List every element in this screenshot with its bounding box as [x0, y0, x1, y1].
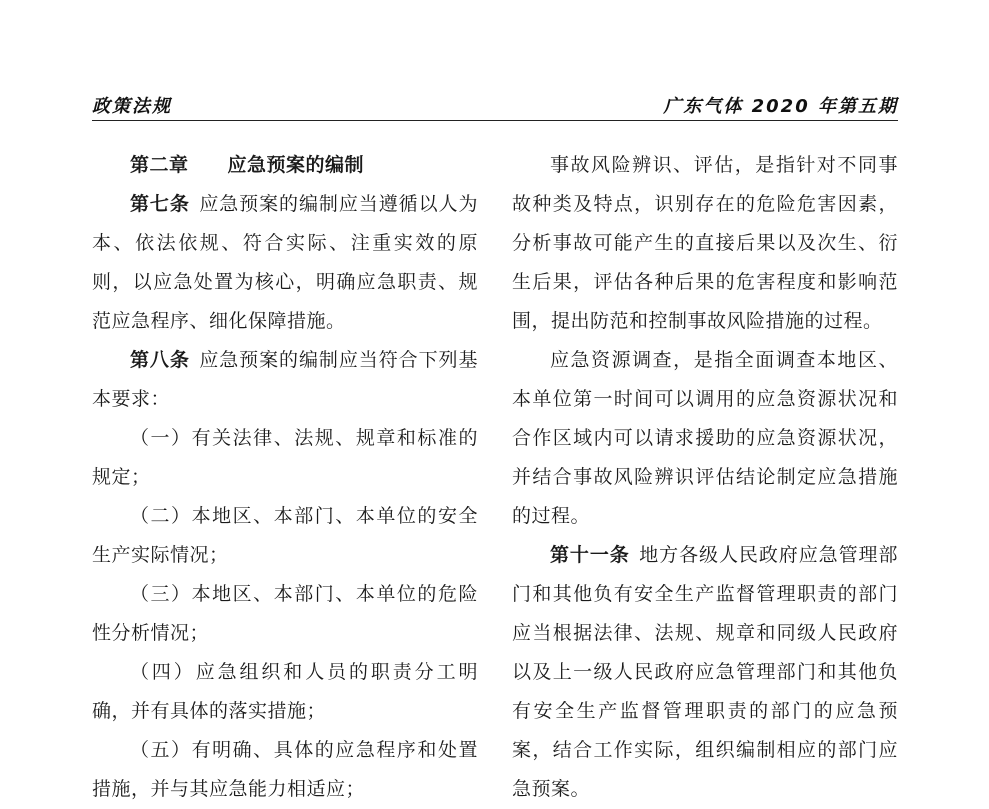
- list-item-paragraph: [92, 731, 478, 809]
- paragraph-text: （一）有关法律、法规、规章和标准的规定；: [92, 427, 478, 488]
- paragraph-text: （四）应急组织和人员的职责分工明确，并有具体的落实措施；: [92, 661, 478, 722]
- list-item-paragraph: [92, 653, 478, 731]
- chapter-heading: 第二章 应急预案的编制: [130, 154, 365, 176]
- article-label: 第七条: [130, 193, 190, 215]
- paragraph-text: 事故风险辨识、评估，是指针对不同事故种类及特点，识别存在的危险危害因素，分析事故可能产生的直接后果以及次生、衍生后果，评估各种后果的危害程度和影响范围，提出防范和控制事故风险措施的过程。: [512, 154, 898, 332]
- paragraph-text: 应急资源调查，是指全面调查本地区、本单位第一时间可以调用的应急资源状况和合作区域内可以请求援助的应急资源状况，并结合事故风险辨识评估结论制定应急措施的过程。: [512, 349, 898, 527]
- article-label: 第八条: [130, 349, 190, 371]
- article-paragraph: [92, 185, 478, 341]
- list-item-paragraph: [92, 575, 478, 653]
- running-header: [92, 90, 898, 121]
- paragraph-text: （五）有明确、具体的应急程序和处置措施，并与其应急能力相适应；: [92, 739, 478, 800]
- left-column: [92, 146, 478, 809]
- body-paragraph: [512, 146, 898, 341]
- paragraph-text: （二）本地区、本部门、本单位的安全生产实际情况；: [92, 505, 478, 566]
- right-column: [512, 146, 898, 809]
- article-paragraph: [92, 341, 478, 419]
- article-paragraph: [512, 536, 898, 809]
- article-label: 第十一条: [550, 544, 630, 566]
- section-name: 政策法规: [92, 96, 172, 117]
- list-item-paragraph: [92, 419, 478, 497]
- body-paragraph: [512, 341, 898, 536]
- journal-issue: 广东气体 2020 年第五期: [663, 96, 898, 117]
- paragraph-text: 地方各级人民政府应急管理部门和其他负有安全生产监督管理职责的部门应当根据法律、法规、规章和同级人民政府以及上一级人民政府应急管理部门和其他负有安全生产监督管理职责的部门的应急预案，结合工作实际，组织编制相应的部门应急预案。: [512, 544, 898, 800]
- paragraph-text: 应急预案的编制应当遵循以人为本、依法依规、符合实际、注重实效的原则，以应急处置为核心，明确应急职责、规范应急程序、细化保障措施。: [92, 193, 478, 332]
- paragraph-text: 应急预案的编制应当符合下列基本要求：: [92, 349, 478, 410]
- list-item-paragraph: [92, 497, 478, 575]
- paragraph-text: （三）本地区、本部门、本单位的危险性分析情况；: [92, 583, 478, 644]
